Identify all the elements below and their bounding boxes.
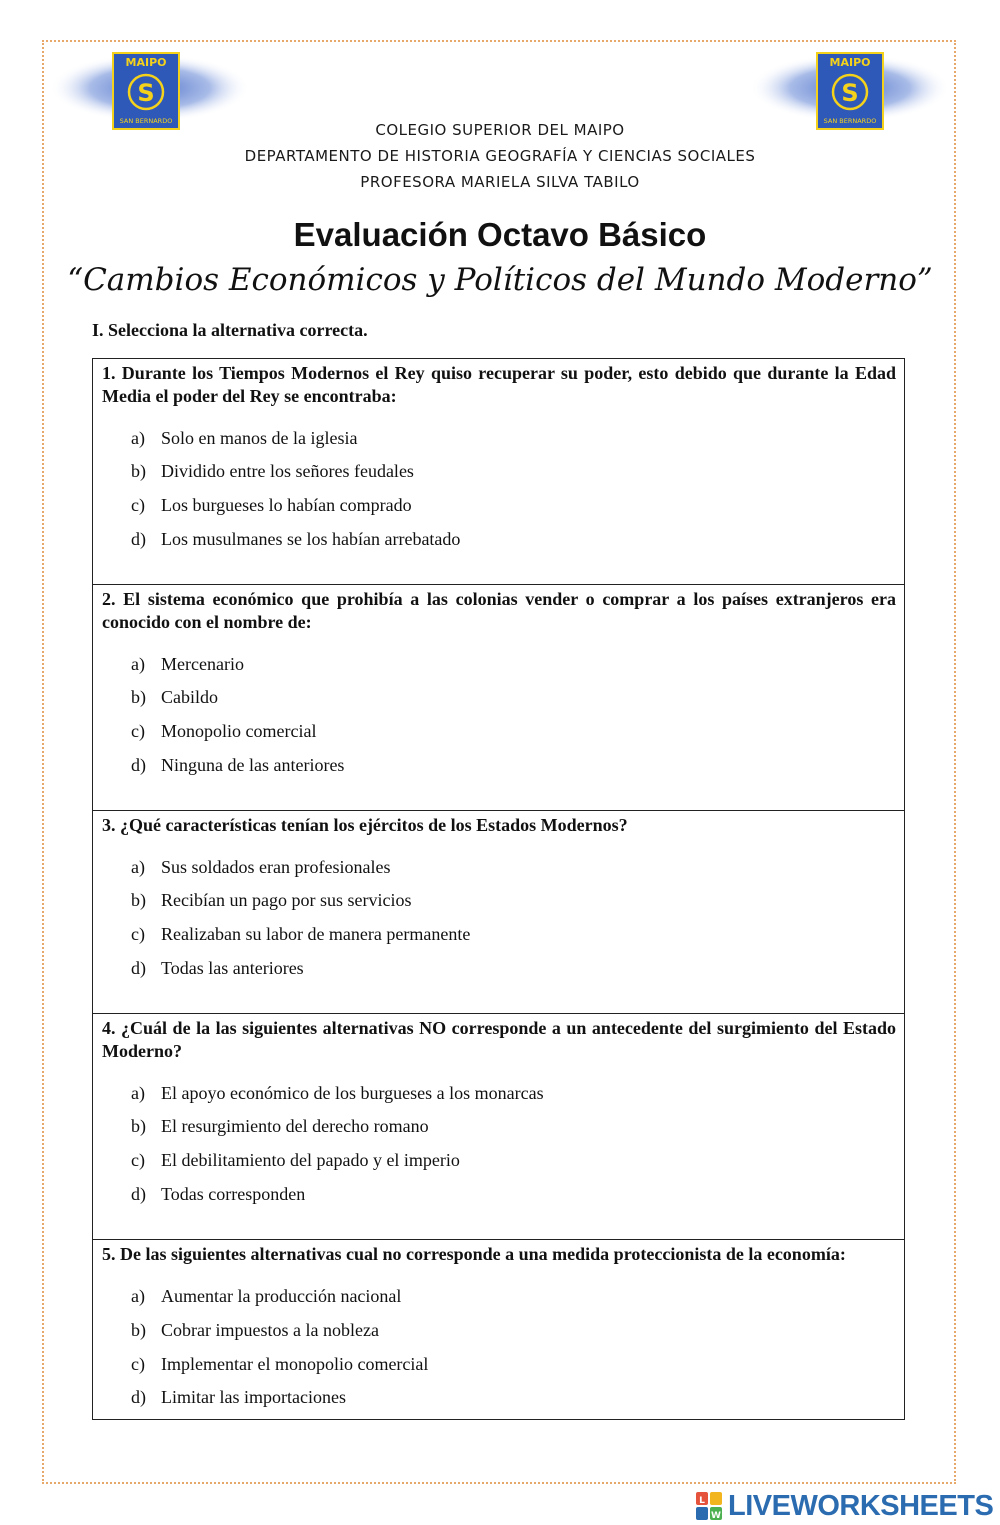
answer-option[interactable]: d) Ninguna de las anteriores bbox=[131, 755, 345, 775]
answer-option[interactable]: a) Solo en manos de la iglesia bbox=[131, 428, 358, 448]
question-block bbox=[93, 585, 904, 811]
answer-option[interactable]: d) Todas las anteriores bbox=[131, 958, 304, 978]
question-text: 2. El sistema económico que prohibía a las colonias vender o comprar a los países extranjeros era conocido con el nombre de: bbox=[102, 589, 896, 632]
svg-text:S: S bbox=[137, 79, 155, 107]
answer-option[interactable]: c) Implementar el monopolio comercial bbox=[131, 1354, 429, 1374]
question-block bbox=[93, 1240, 904, 1419]
question-text: 4. ¿Cuál de la las siguientes alternativas NO corresponde a un antecedente del surgimiento del Estado Moderno? bbox=[102, 1018, 896, 1061]
question-text: 1. Durante los Tiempos Modernos el Rey quiso recuperar su poder, esto debido que durante la Edad Media el poder del Rey se encontraba: bbox=[102, 363, 896, 406]
answer-option[interactable]: c) Los burgueses lo habían comprado bbox=[131, 495, 412, 515]
question-block bbox=[93, 359, 904, 585]
answer-option[interactable]: b) Cobrar impuestos a la nobleza bbox=[131, 1320, 379, 1340]
svg-text:S: S bbox=[841, 79, 859, 107]
answer-option[interactable]: a) El apoyo económico de los burgueses a los monarcas bbox=[131, 1083, 544, 1103]
answer-option[interactable]: a) Mercenario bbox=[131, 654, 244, 674]
questions-table bbox=[92, 358, 905, 1420]
answer-option[interactable]: c) Monopolio comercial bbox=[131, 721, 317, 741]
answer-option[interactable]: d) Limitar las importaciones bbox=[131, 1387, 346, 1407]
answer-option[interactable]: c) El debilitamiento del papado y el imperio bbox=[131, 1150, 460, 1170]
svg-text:W: W bbox=[711, 1511, 721, 1520]
teacher-name: PROFESORA MARIELA SILVA TABILO bbox=[360, 173, 640, 191]
liveworksheets-brand-text: LIVEWORKSHEETS bbox=[728, 1489, 994, 1522]
svg-text:SAN BERNARDO: SAN BERNARDO bbox=[823, 117, 877, 125]
page-subtitle: “Cambios Económicos y Políticos del Mundo Moderno” bbox=[67, 262, 933, 298]
answer-option[interactable]: a) Sus soldados eran profesionales bbox=[131, 857, 391, 877]
page-title: Evaluación Octavo Básico bbox=[293, 216, 707, 253]
question-text: 5. De las siguientes alternativas cual no corresponde a una medida proteccionista de la economía: bbox=[102, 1244, 846, 1264]
answer-option[interactable]: b) El resurgimiento del derecho romano bbox=[131, 1116, 429, 1136]
department-name: DEPARTAMENTO DE HISTORIA GEOGRAFÍA Y CIENCIAS SOCIALES bbox=[244, 147, 756, 165]
school-logo-right bbox=[750, 50, 950, 130]
answer-option[interactable]: a) Aumentar la producción nacional bbox=[131, 1286, 402, 1306]
answer-option[interactable]: b) Recibían un pago por sus servicios bbox=[131, 890, 412, 910]
school-name: COLEGIO SUPERIOR DEL MAIPO bbox=[375, 121, 625, 139]
svg-text:L: L bbox=[699, 1496, 705, 1506]
liveworksheets-logo-icon bbox=[696, 1492, 722, 1520]
answer-option[interactable]: c) Realizaban su labor de manera permanente bbox=[131, 924, 471, 944]
question-block bbox=[93, 1014, 904, 1240]
liveworksheets-watermark bbox=[696, 1490, 993, 1522]
section-instruction: I. Selecciona la alternativa correcta. bbox=[92, 320, 368, 340]
question-block bbox=[93, 811, 904, 1014]
svg-text:MAIPO: MAIPO bbox=[125, 56, 167, 69]
svg-text:MAIPO: MAIPO bbox=[829, 56, 871, 69]
svg-text:SAN BERNARDO: SAN BERNARDO bbox=[119, 117, 173, 125]
school-logo-left bbox=[50, 50, 250, 130]
answer-option[interactable]: d) Todas corresponden bbox=[131, 1184, 306, 1204]
answer-option[interactable]: b) Dividido entre los señores feudales bbox=[131, 461, 414, 481]
answer-option[interactable]: d) Los musulmanes se los habían arrebatado bbox=[131, 529, 461, 549]
question-text: 3. ¿Qué características tenían los ejércitos de los Estados Modernos? bbox=[102, 815, 628, 835]
answer-option[interactable]: b) Cabildo bbox=[131, 687, 218, 707]
